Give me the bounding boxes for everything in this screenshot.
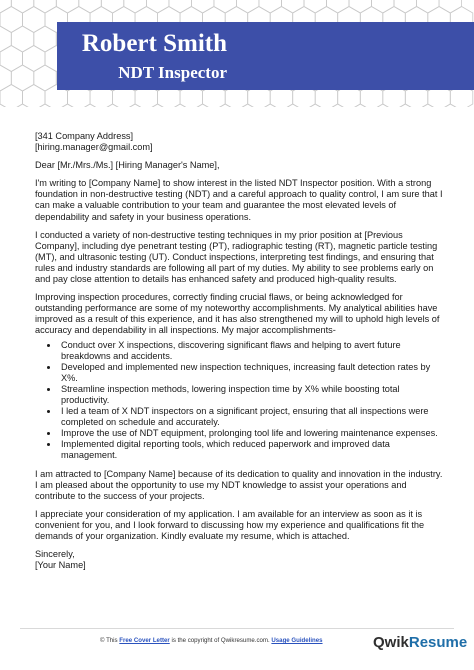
hexagon-shape xyxy=(79,104,102,107)
hexagon-shape xyxy=(394,104,417,107)
hexagon-shape xyxy=(417,0,440,13)
hexagon-shape xyxy=(11,104,34,107)
hexagon-shape xyxy=(169,104,192,107)
signature-block xyxy=(35,549,445,571)
usage-guidelines-link[interactable]: Usage Guidelines xyxy=(271,637,323,644)
signoff-text: Sincerely, xyxy=(35,549,75,560)
list-item: • Implemented digital reporting tools, which reduced paperwork and improved data management. xyxy=(59,439,445,461)
recipient-address xyxy=(35,131,445,153)
list-item: • I led a team of X NDT inspectors on a significant project, ensuring that all inspections were completed on schedule and accurately. xyxy=(59,406,445,428)
hexagon-shape xyxy=(23,7,46,33)
hexagon-shape xyxy=(372,0,395,13)
hexagon-shape xyxy=(124,104,147,107)
free-cover-letter-link[interactable]: Free Cover Letter xyxy=(119,637,170,644)
hexagon-shape xyxy=(439,104,462,107)
hexagon-shape xyxy=(259,0,282,13)
hexagon-shape xyxy=(327,104,350,107)
copyright-prefix: © This xyxy=(100,637,118,644)
paragraph-closing: I appreciate your consideration of my application. I am available for an interview as soon as it is convenient for you, and I look forward to discussing how my experience and qualifications fit the demands of your organization. Kindly evaluate my resume, which is attached. xyxy=(35,508,425,541)
applicant-name: Robert Smith xyxy=(81,30,227,57)
hexagon-shape xyxy=(79,0,102,13)
qwikresume-logo[interactable] xyxy=(373,634,467,651)
footer-divider xyxy=(20,628,454,629)
hexagon-shape xyxy=(146,104,169,107)
hexagon-shape xyxy=(439,0,462,13)
hexagon-shape xyxy=(191,0,214,13)
letter-header xyxy=(0,0,474,107)
paragraph-intro: I'm writing to [Company Name] to show interest in the listed NDT Inspector position. With a strong foundation in non-destructive testing (NDT) and a careful approach to quality control, I am sure that I can make a valuable contribution to your team and guarantee the most elevated levels of dependability and safety in your business operations. xyxy=(35,178,443,222)
hexagon-shape xyxy=(327,0,350,13)
hexagon-shape xyxy=(349,104,372,107)
hexagon-shape xyxy=(56,104,79,107)
address-line: [341 Company Address] xyxy=(35,131,134,141)
hexagon-shape xyxy=(11,0,34,13)
hexagon-shape xyxy=(56,0,79,13)
copyright-notice xyxy=(100,637,323,644)
hexagon-shape xyxy=(236,0,259,13)
hexagon-shape xyxy=(23,85,46,108)
paragraph-experience: I conducted a variety of non-destructive testing techniques in my prior position at [Previous Company], including dye penetrant testing (PT), radiographic testing (RT), magnetic particle testing (MT), and ultrasonic testing (UT). Conduct inspections, interpreting test findings, and ensuring that rules and industry standards are following all part of my duties. My ability to see problems early on and pay close attention to details has enhanced safety and produced high-quality results. xyxy=(35,229,438,285)
hexagon-shape xyxy=(0,0,11,13)
letter-body xyxy=(35,131,445,578)
email-line: [hiring.manager@gmail.com] xyxy=(35,142,153,153)
hexagon-shape xyxy=(34,104,57,107)
paragraph-motivation: I am attracted to [Company Name] because of its dedication to quality and innovation in the industry. I am pleased about the opportunity to use my NDT knowledge to assist your operations and contribute to the success of your projects. xyxy=(35,468,443,501)
list-item: • Streamline inspection methods, lowering inspection time by X% while boosting total productivity. xyxy=(59,384,445,406)
hexagon-shape xyxy=(0,85,23,108)
hexagon-shape xyxy=(214,104,237,107)
hexagon-shape xyxy=(372,104,395,107)
hexagon-shape xyxy=(214,0,237,13)
signer-name: [Your Name] xyxy=(35,560,86,571)
hexagon-shape xyxy=(394,0,417,13)
hexagon-shape xyxy=(191,104,214,107)
salutation: Dear [Mr./Mrs./Ms.] [Hiring Manager's Name], xyxy=(35,160,220,171)
accomplishments-list xyxy=(35,340,445,462)
copyright-mid: is the copyright of Qwikresume.com. xyxy=(171,637,270,644)
hexagon-shape xyxy=(282,104,305,107)
hexagon-shape xyxy=(146,0,169,13)
hexagon-shape xyxy=(0,104,11,107)
hexagon-shape xyxy=(259,104,282,107)
page-footer xyxy=(0,632,474,670)
applicant-job-title: NDT Inspector xyxy=(118,63,227,82)
hexagon-shape xyxy=(304,0,327,13)
paragraph-achievements: Improving inspection procedures, correctly finding crucial flaws, or being acknowledged for outstanding performance are some of my noteworthy accomplishments. My analytical abilities have improved as a result of this experience, and it has also strengthened my will to uphold high levels of accuracy and dependability in all inspections. My major accomplishments- xyxy=(35,292,440,336)
hexagon-shape xyxy=(34,0,57,13)
hexagon-shape xyxy=(101,104,124,107)
logo-resume: Resume xyxy=(408,634,468,651)
hexagon-shape xyxy=(101,0,124,13)
hexagon-shape xyxy=(304,104,327,107)
list-item: • Conduct over X inspections, discovering significant flaws and helping to avert future breakdowns and accidents. xyxy=(59,340,445,362)
hexagon-shape xyxy=(169,0,192,13)
hexagon-shape xyxy=(417,104,440,107)
hexagon-shape xyxy=(0,7,23,33)
hexagon-shape xyxy=(349,0,372,13)
hexagon-shape xyxy=(124,0,147,13)
hexagon-shape xyxy=(282,0,305,13)
hexagon-shape xyxy=(236,104,259,107)
list-item: • Improve the use of NDT equipment, prolonging tool life and lowering maintenance expenses. xyxy=(59,428,445,439)
logo-qwik: Qwik xyxy=(373,634,409,651)
list-item: • Developed and implemented new inspection techniques, increasing fault detection rates by X%. xyxy=(59,362,445,384)
